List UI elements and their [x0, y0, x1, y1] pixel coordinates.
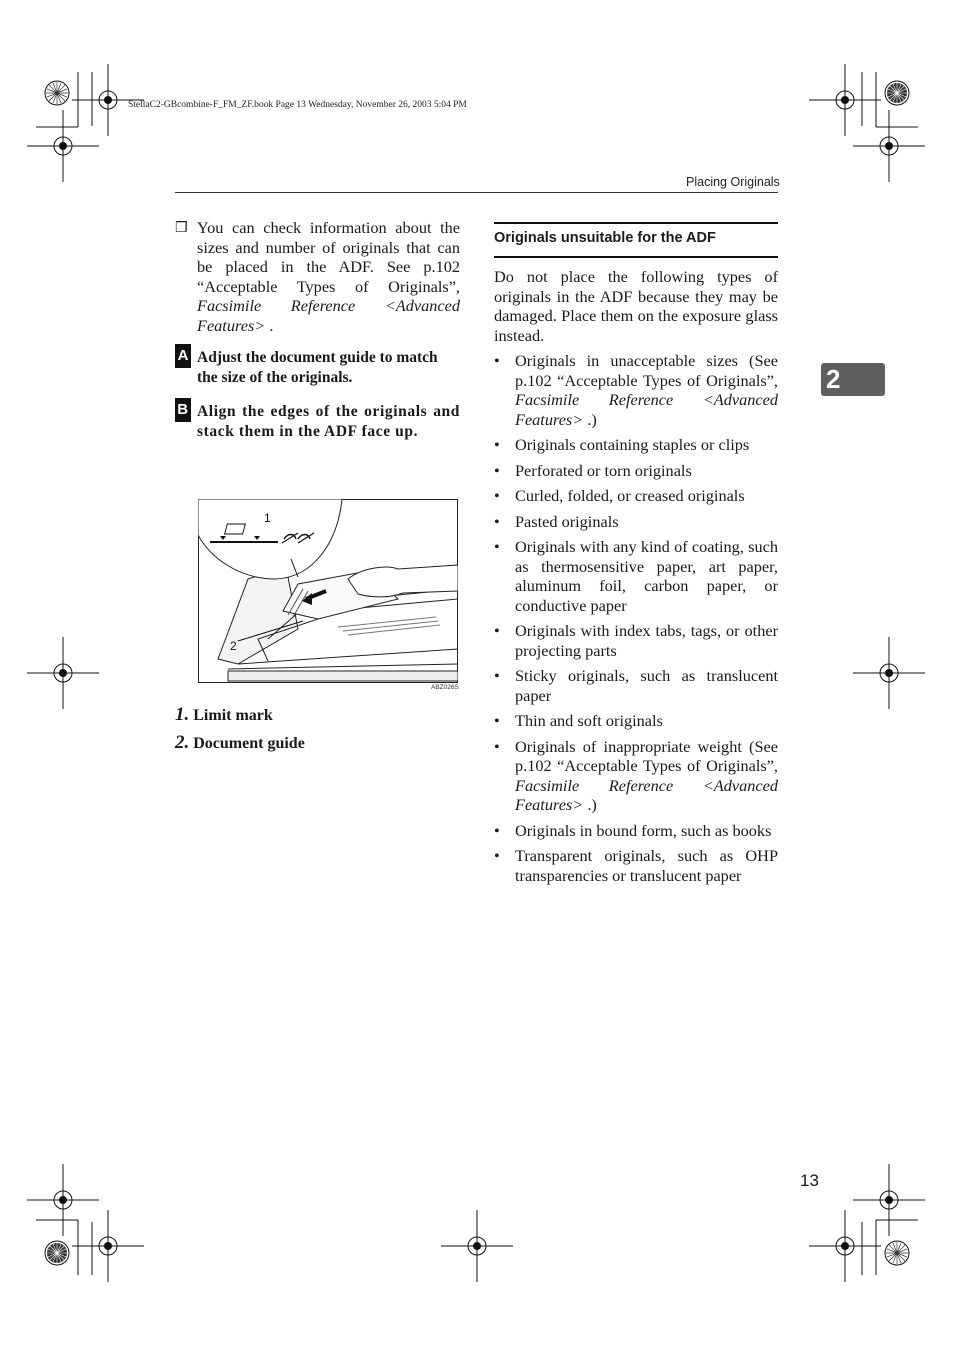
section-bottom-rule: [494, 256, 778, 258]
list-item-text: Perforated or torn originals: [515, 460, 692, 480]
list-item-text: Originals in unacceptable sizes (See p.102 “Acceptable Types of Originals”,: [515, 351, 778, 390]
list-item-text: Originals containing staples or clips: [515, 435, 750, 454]
figure-callout-1: 1: [264, 511, 271, 525]
list-item-text: Transparent originals, such as OHP transparencies or translucent paper: [515, 846, 778, 885]
list-item: [494, 461, 778, 481]
header-rule: [175, 192, 778, 193]
bullet-icon: •: [494, 711, 500, 730]
adf-illustration: [198, 499, 458, 683]
section-top-rule: [494, 222, 778, 224]
bullet-icon: •: [494, 820, 500, 840]
figure-code: ABZ026S: [431, 684, 459, 691]
file-info-line: StellaC2-GBcombine-F_FM_ZF.book Page 13 Wednesday, November 26, 2003 5:04 PM: [128, 100, 467, 110]
list-item-end: .): [583, 409, 597, 429]
list-item: [494, 711, 778, 731]
list-item-text: Originals of inappropriate weight (See p.102 “Acceptable Types of Originals”,: [515, 736, 778, 775]
note-text: You can check information about the sizes and number of originals that can be placed in the ADF. See p.102 “Acceptable Types of Originals”,: [197, 218, 460, 296]
list-item: [494, 351, 778, 429]
bullet-icon: •: [494, 486, 500, 505]
figure-callout-2: 2: [230, 639, 237, 653]
legend-number: 2.: [175, 732, 190, 753]
list-item-text: Originals in bound form, such as books: [515, 820, 772, 840]
list-item: [494, 821, 778, 841]
step-2: [175, 402, 460, 442]
note-end: .: [265, 315, 274, 335]
section-intro: Do not place the following types of originals in the ADF because they may be damaged. Place them on the exposure glass instead.: [494, 267, 778, 345]
list-item-text: Originals with index tabs, tags, or other projecting parts: [515, 621, 778, 660]
legend-item-limit-mark: [175, 704, 273, 726]
note-reference: Facsimile Reference <Advanced Features>: [197, 296, 460, 335]
bullet-icon: •: [494, 351, 500, 370]
bullet-icon: •: [494, 511, 500, 531]
bullet-icon: •: [494, 435, 500, 454]
step-1-text: Adjust the document guide to match the size of the originals.: [197, 349, 438, 386]
step-2-text: Align the edges of the originals and stack them in the ADF face up.: [197, 403, 460, 440]
bullet-icon: •: [494, 621, 500, 640]
legend-number: 1.: [175, 704, 190, 725]
list-item: [494, 435, 778, 455]
list-item-text: Curled, folded, or creased originals: [515, 486, 745, 505]
note-paragraph: [175, 218, 460, 335]
list-item: [494, 512, 778, 532]
section-title: Originals unsuitable for the ADF: [494, 230, 716, 246]
list-item-text: Pasted originals: [515, 511, 619, 531]
bullet-icon: •: [494, 846, 500, 865]
list-item: [494, 621, 778, 660]
chapter-tab: 2: [821, 363, 885, 396]
legend-label: Document guide: [193, 735, 305, 752]
list-item: [494, 737, 778, 815]
page-number: 13: [800, 1171, 819, 1190]
bullet-icon: •: [494, 537, 500, 556]
list-item-end: .): [583, 795, 597, 814]
bullet-icon: •: [494, 460, 500, 480]
note-checkbox-icon: ❒: [175, 220, 188, 236]
bullet-icon: •: [494, 736, 500, 756]
list-item: [494, 537, 778, 615]
list-item-text: Thin and soft originals: [515, 711, 663, 730]
bullet-icon: •: [494, 666, 500, 685]
legend-item-document-guide: [175, 732, 305, 754]
list-item: [494, 666, 778, 705]
list-item-text: Originals with any kind of coating, such as thermosensitive paper, art paper, aluminum foil, carbon paper, or conductive paper: [515, 537, 778, 615]
list-item-reference: Facsimile Reference <Advanced Features>: [515, 390, 778, 429]
list-item: [494, 846, 778, 885]
unsuitable-originals-list: [494, 351, 778, 891]
step-1: [175, 348, 460, 388]
step-1-badge: A: [175, 344, 191, 368]
list-item-reference: Facsimile Reference <Advanced Features>: [515, 775, 778, 814]
legend-label: Limit mark: [193, 707, 273, 724]
list-item: [494, 486, 778, 506]
list-item-text: Sticky originals, such as translucent paper: [515, 666, 778, 705]
running-header: Placing Originals: [686, 175, 780, 189]
step-2-badge: B: [175, 398, 191, 422]
